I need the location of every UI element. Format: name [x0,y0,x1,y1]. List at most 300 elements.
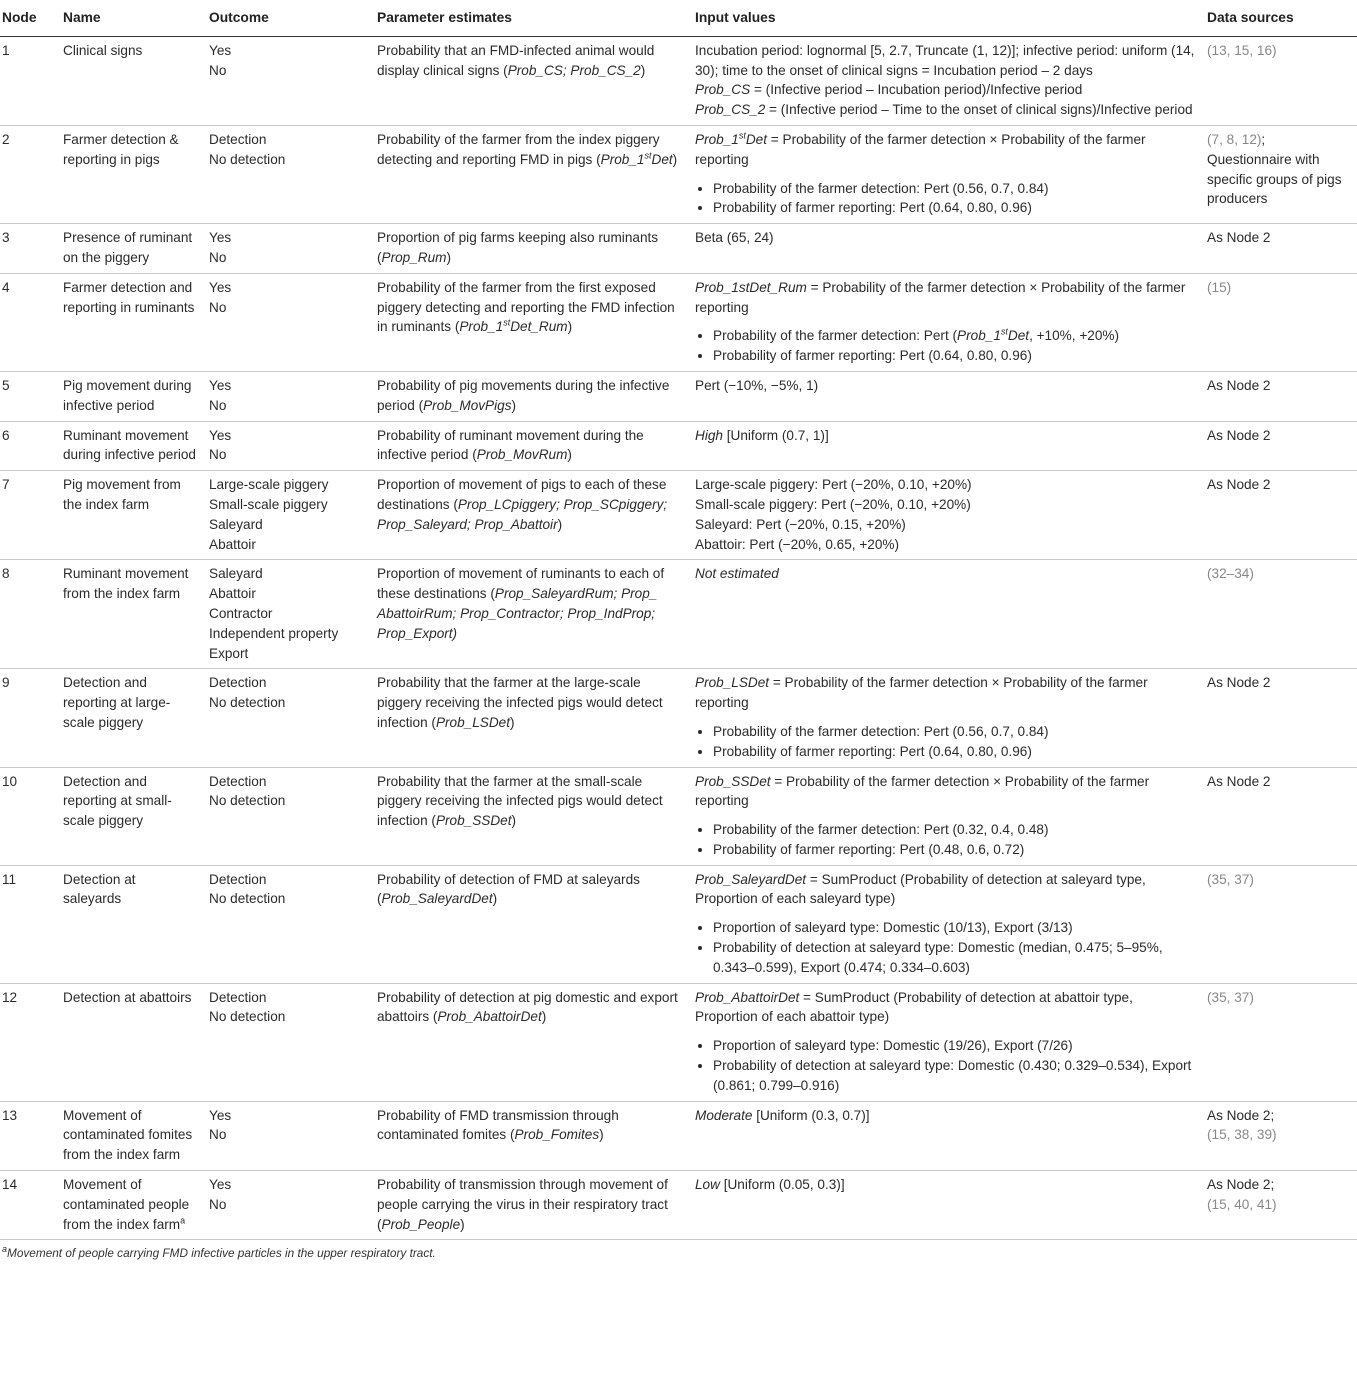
outcome-item: Yes [209,42,232,58]
text-run: Probability of FMD transmission through contaminated fomites ( [377,1107,619,1143]
table-row [0,1101,1357,1170]
input-bullet [713,722,1195,742]
cell-outcome [203,471,371,560]
text-run: Pert (−10%, −5%, 1) [695,377,819,393]
input-line [695,228,1195,248]
cell-input-values [689,36,1201,125]
text-run: Probability of ruminant movement during the infective period ( [377,427,644,463]
text-run: As Node 2 [1207,477,1271,493]
text-run: Probability of farmer reporting: Pert (0.64, 0.80, 0.96) [713,348,1032,364]
text-run: Det [651,151,673,167]
cell-input-values [689,983,1201,1101]
cell-name [57,36,203,125]
row-name: Farmer detection and reporting in ruminants [63,279,195,315]
outcome-item: Yes [209,230,232,246]
reference: 35, 37 [1211,989,1250,1005]
text-run: Prob_AbattoirDet [695,989,800,1005]
cell-input-values [689,1101,1201,1170]
text-run: Small-scale piggery: Pert (−20%, 0.10, +20%) [695,496,971,512]
table-row [0,125,1357,223]
text-run: Low [695,1177,720,1193]
cell-outcome [203,421,371,471]
row-name: Presence of ruminant on the piggery [63,230,193,265]
outcome-item: No [209,249,227,265]
outcome-item: No detection [209,793,286,809]
input-bullets [695,326,1195,366]
text-run: As Node 2; [1207,1107,1275,1123]
header-outcome: Outcome [203,0,371,36]
text-run: = (Infective period – Time to the onset of clinical signs)/Infective period [765,102,1193,118]
text-run: ) [511,397,517,413]
text-run: As Node 2 [1207,675,1271,691]
text-run: Prob_People [381,1216,461,1232]
text-run: Det [745,131,768,147]
cell-input-values [689,767,1201,865]
input-bullets [695,179,1195,219]
reference: ( [1207,989,1212,1005]
outcome-item: Yes [209,279,232,295]
input-bullet [713,918,1195,938]
row-name: Detection at abattoirs [63,989,192,1005]
reference: 15, 38, 39 [1211,1127,1272,1143]
cell-outcome [203,224,371,274]
text-run: = SumProduct (Probability of detection at saleyard type, Proportion of each saleyard type) [695,871,1146,907]
text-run: Prob_SaleyardDet [381,891,493,907]
outcome-item: Yes [209,1107,232,1123]
header-input-values: Input values [689,0,1201,36]
text-run: = SumProduct (Probability of detection at abattoir type, Proportion of each abattoir type) [695,989,1133,1025]
cell-input-values [689,421,1201,471]
cell-data-sources [1201,767,1357,865]
text-run: ) [567,447,572,463]
superscript: st [1000,326,1008,337]
text-run: Saleyard: Pert (−20%, 0.15, +20%) [695,516,906,532]
text-run: Probability of the farmer detection: Pert (0.56, 0.7, 0.84) [713,723,1049,739]
text-run: Prob_SaleyardDet [695,871,807,887]
input-bullet [713,326,1195,346]
cell-data-sources [1201,421,1357,471]
input-bullets [695,820,1195,860]
input-line [695,278,1195,318]
input-line [695,564,1195,584]
table-body [0,36,1357,1240]
reference: 15 [1211,279,1227,295]
cell-parameter-estimates [371,471,689,560]
superscript: st [503,317,511,328]
cell-node: 9 [0,669,57,767]
text-run: Large-scale piggery: Pert (−20%, 0.10, +20%) [695,477,972,493]
footnote-mark: a [2,1244,8,1255]
outcome-item: Abattoir [209,536,256,552]
text-run: ) [541,1009,547,1025]
cell-parameter-estimates [371,1171,689,1240]
outcome-item: Export [209,645,249,661]
text-run: Probability of detection at pig domestic and export abattoirs ( [377,989,678,1025]
row-name: Ruminant movement from the index farm [63,566,189,602]
cell-name [57,421,203,471]
text-run: Probability of farmer reporting: Pert (0.64, 0.80, 0.96) [713,200,1032,216]
input-bullets [695,1036,1195,1095]
cell-name [57,371,203,421]
text-run: As Node 2; [1207,1177,1275,1193]
outcome-item: Detection [209,989,267,1005]
cell-parameter-estimates [371,865,689,983]
cell-input-values [689,125,1201,223]
cell-input-values [689,471,1201,560]
cell-node: 10 [0,767,57,865]
cell-data-sources [1201,560,1357,669]
table-row [0,560,1357,669]
text-run: Probability of pig movements during the infective period ( [377,377,670,413]
input-line [695,475,1195,495]
text-run: Probability of transmission through movement of people carrying the virus in their respiratory tract ( [377,1177,668,1232]
cell-parameter-estimates [371,1101,689,1170]
cell-node: 13 [0,1101,57,1170]
text-run: Proportion of movement of pigs to each of these destinations ( [377,477,667,512]
cell-node: 11 [0,865,57,983]
text-run: Prob_MovPigs [423,397,512,413]
text-run: Prob_CS_2 [695,102,766,118]
text-run: Prob_1 [459,319,504,335]
text-run: Moderate [695,1107,753,1123]
reference: 15, 40, 41 [1211,1196,1272,1212]
reference: ) [1249,989,1254,1005]
text-run: Prob_CS; Prob_CS_2 [507,62,641,78]
input-line [695,80,1195,100]
cell-data-sources [1201,125,1357,223]
text-run: Det_Rum [510,319,568,335]
cell-data-sources [1201,669,1357,767]
outcome-item: Yes [209,427,232,443]
text-run: ) [511,813,517,829]
cell-parameter-estimates [371,421,689,471]
text-run: ) [599,1127,604,1143]
table-footnote [0,1240,1357,1261]
cell-name [57,669,203,767]
text-run: ) [446,249,452,265]
table-row [0,36,1357,125]
text-run: Prob_SSDet [435,813,512,829]
cell-input-values [689,560,1201,669]
cell-parameter-estimates [371,560,689,669]
text-run: Probability of farmer reporting: Pert (0.64, 0.80, 0.96) [713,743,1032,759]
header-parameter-estimates: Parameter estimates [371,0,689,36]
input-bullets [695,918,1195,977]
text-run: Incubation period: lognormal [5, 2.7, Truncate (1, 12)]; infective period: uniform (14, 30); time to the onset of clinical signs = Incubation period – 2 days [695,42,1195,78]
cell-parameter-estimates [371,669,689,767]
cell-parameter-estimates [371,983,689,1101]
cell-name [57,125,203,223]
reference: ) [1272,42,1277,58]
cell-node: 8 [0,560,57,669]
text-run: Prob_LSDet [435,714,510,730]
cell-input-values [689,224,1201,274]
text-run: Prop_SaleyardRum; Prop_ AbattoirRum; Prop_Contractor; Prop_IndProp; Prop_Export) [377,586,658,641]
cell-outcome [203,669,371,767]
text-run: Abattoir: Pert (−20%, 0.65, +20%) [695,536,900,552]
cell-outcome [203,865,371,983]
reference: ( [1207,131,1212,147]
text-run: As Node 2 [1207,773,1271,789]
cell-input-values [689,865,1201,983]
cell-node: 7 [0,471,57,560]
outcome-item: Abattoir [209,586,256,602]
footnote-text: Movement of people carrying FMD infective particles in the upper respiratory tract. [7,1246,436,1261]
outcome-item: Detection [209,871,267,887]
cell-outcome [203,560,371,669]
text-run: Probability of the farmer detection: Pert ( [713,328,958,344]
row-name: Pig movement during infective period [63,377,192,413]
outcome-item: No detection [209,1009,286,1025]
outcome-item: No [209,299,227,315]
input-line [695,426,1195,446]
cell-outcome [203,1101,371,1170]
text-run: Prob_1 [695,131,739,147]
cell-data-sources [1201,224,1357,274]
text-run: Prop_Rum [381,249,447,265]
text-run: = Probability of the farmer detection × Probability of the farmer reporting [695,131,1146,167]
text-run: ) [492,891,498,907]
table-row [0,1171,1357,1240]
text-run: Prob_Fomites [514,1127,600,1143]
reference: 35, 37 [1211,871,1250,887]
text-run: ) [640,62,646,78]
cell-name [57,471,203,560]
header-name: Name [57,0,203,36]
reference: ( [1207,566,1212,582]
reference: ) [1272,1196,1277,1212]
table-row [0,865,1357,983]
text-run: [Uniform (0.3, 0.7)] [752,1107,870,1123]
header-data-sources: Data sources [1201,0,1357,36]
outcome-item: No [209,1196,227,1212]
row-name: Movement of contaminated people from the index farm [63,1177,190,1232]
row-name: Farmer detection & reporting in pigs [63,131,179,167]
cell-name [57,1101,203,1170]
cell-outcome [203,767,371,865]
row-name: Pig movement from the index farm [63,477,181,512]
cell-parameter-estimates [371,125,689,223]
table-row [0,471,1357,560]
text-run: = (Infective period – Incubation period)/Infective period [750,82,1083,98]
table-row [0,224,1357,274]
reference: ) [1226,279,1232,295]
input-line [695,535,1195,555]
outcome-item: Yes [209,377,232,393]
text-run: Proportion of saleyard type: Domestic (10/13), Export (3/13) [713,920,1073,936]
outcome-item: No detection [209,151,286,167]
cell-node: 3 [0,224,57,274]
text-run: Proportion of pig farms keeping also ruminants ( [377,230,659,265]
outcome-item: Saleyard [209,516,263,532]
text-run: Prop_LCpiggery; Prop_SCpiggery; Prop_Saleyard; Prop_Abattoir [377,496,668,532]
reference: 32–34 [1211,566,1250,582]
cell-input-values [689,371,1201,421]
row-name: Detection at saleyards [63,871,136,907]
text-run: Proportion of movement of ruminants to each of these destinations ( [377,566,665,602]
text-run: ) [510,714,515,730]
input-line [695,673,1195,713]
text-run: ) [557,516,563,532]
text-run: Probability that the farmer at the large-scale piggery receiving the infected pigs would detect infection ( [377,675,663,730]
cell-name [57,767,203,865]
text-run: As Node 2 [1207,377,1271,393]
input-line [695,41,1195,81]
text-run: , +10%, +20%) [1029,328,1119,344]
cell-name [57,560,203,669]
input-bullet [713,346,1195,366]
text-run: High [695,427,723,443]
cell-outcome [203,273,371,371]
reference: ( [1207,1127,1212,1143]
cell-input-values [689,669,1201,767]
cell-outcome [203,371,371,421]
cell-outcome [203,983,371,1101]
cell-node: 14 [0,1171,57,1240]
superscript: st [738,130,746,141]
cell-node: 2 [0,125,57,223]
text-run: Probability of farmer reporting: Pert (0.48, 0.6, 0.72) [713,841,1025,857]
cell-data-sources [1201,983,1357,1101]
input-line [695,100,1195,120]
input-line [695,1175,1195,1195]
table-header [0,0,1357,36]
reference: ( [1207,42,1212,58]
table-row [0,983,1357,1101]
cell-input-values [689,1171,1201,1240]
text-run: = Probability of the farmer detection × Probability of the farmer reporting [695,773,1150,809]
text-run: [Uniform (0.05, 0.3)] [719,1177,845,1193]
outcome-item: No detection [209,695,286,711]
input-line [695,130,1195,170]
text-run: Prob_MovRum [476,447,568,463]
cell-parameter-estimates [371,371,689,421]
outcome-item: Contractor [209,605,273,621]
text-run: Probability of the farmer from the index piggery detecting and reporting FMD in pigs ( [377,131,660,167]
cell-name [57,1171,203,1240]
text-run: = Probability of the farmer detection × Probability of the farmer reporting [695,279,1186,315]
outcome-item: No [209,397,227,413]
outcome-item: No [209,447,227,463]
outcome-item: Yes [209,1177,232,1193]
cell-outcome [203,36,371,125]
text-run: ; Questionnaire with specific groups of pigs producers [1207,131,1342,207]
input-line [695,515,1195,535]
cell-node: 5 [0,371,57,421]
table-row [0,273,1357,371]
input-bullet [713,938,1195,978]
cell-parameter-estimates [371,36,689,125]
text-run: Not estimated [695,566,779,582]
text-run: Prob_LSDet [695,675,770,691]
cell-input-values [689,273,1201,371]
text-run: Probability of detection at saleyard type: Domestic (median, 0.475; 5–95%, 0.343–0.599), Export (0.474; 0.334–0.603) [713,940,1163,975]
cell-outcome [203,125,371,223]
cell-data-sources [1201,36,1357,125]
input-bullet [713,840,1195,860]
outcome-item: No [209,62,227,78]
outcome-item: Saleyard [209,566,263,582]
text-run: Probability of the farmer detection: Pert (0.56, 0.7, 0.84) [713,180,1049,196]
table-row [0,669,1357,767]
input-line [695,495,1195,515]
input-bullet [713,179,1195,199]
header-node: Node [0,0,57,36]
input-bullet [713,820,1195,840]
reference: ) [1249,871,1254,887]
input-bullets [695,722,1195,762]
outcome-item: Large-scale piggery [209,477,329,493]
text-run: ) [672,151,678,167]
cell-node: 1 [0,36,57,125]
text-run: Probability of detection of FMD at saleyards ( [377,871,640,907]
cell-name [57,224,203,274]
reference: ( [1207,871,1212,887]
text-run: Prob_SSDet [695,773,771,789]
cell-data-sources [1201,371,1357,421]
text-run: Prob_1stDet_Rum [695,279,807,295]
row-name: Ruminant movement during infective period [63,427,196,463]
text-run: As Node 2 [1207,427,1271,443]
cell-data-sources [1201,471,1357,560]
row-name: Detection and reporting at large-scale piggery [63,675,171,730]
reference: ) [1272,1127,1277,1143]
cell-parameter-estimates [371,767,689,865]
outcome-item: Detection [209,773,267,789]
cell-name [57,983,203,1101]
input-line [695,988,1195,1028]
reference: 13, 15, 16 [1211,42,1272,58]
row-name: Movement of contaminated fomites from the index farm [63,1107,193,1163]
reference: 7, 8, 12 [1211,131,1257,147]
text-run: ) [460,1216,465,1232]
cell-parameter-estimates [371,224,689,274]
text-run: Prob_1 [957,328,1001,344]
outcome-item: Small-scale piggery [209,496,328,512]
superscript: st [644,150,652,161]
name-footnote-mark: a [180,1215,186,1226]
cell-node: 6 [0,421,57,471]
table-row [0,371,1357,421]
text-run: Det [1007,328,1030,344]
text-run: Probability of the farmer from the first exposed piggery detecting and reporting the FMD infection in ruminants ( [377,279,675,335]
text-run: Prob_AbattoirDet [437,1009,542,1025]
text-run: Probability that an FMD-infected animal would display clinical signs ( [377,42,655,78]
cell-data-sources [1201,1101,1357,1170]
row-name: Clinical signs [63,42,143,58]
cell-node: 12 [0,983,57,1101]
input-bullet [713,198,1195,218]
text-run: Prob_CS [695,82,751,98]
cell-data-sources [1201,1171,1357,1240]
table-row [0,421,1357,471]
reference: ) [1249,566,1254,582]
input-line [695,772,1195,812]
outcome-item: Independent property [209,625,339,641]
cell-data-sources [1201,273,1357,371]
cell-outcome [203,1171,371,1240]
input-line [695,1106,1195,1126]
outcome-item: No [209,1127,227,1143]
text-run: Beta (65, 24) [695,230,774,246]
row-name: Detection and reporting at small-scale piggery [63,773,172,829]
cell-name [57,273,203,371]
cell-node: 4 [0,273,57,371]
text-run: [Uniform (0.7, 1)] [722,427,829,443]
text-run: ) [567,319,573,335]
input-line [695,376,1195,396]
reference: ( [1207,279,1212,295]
